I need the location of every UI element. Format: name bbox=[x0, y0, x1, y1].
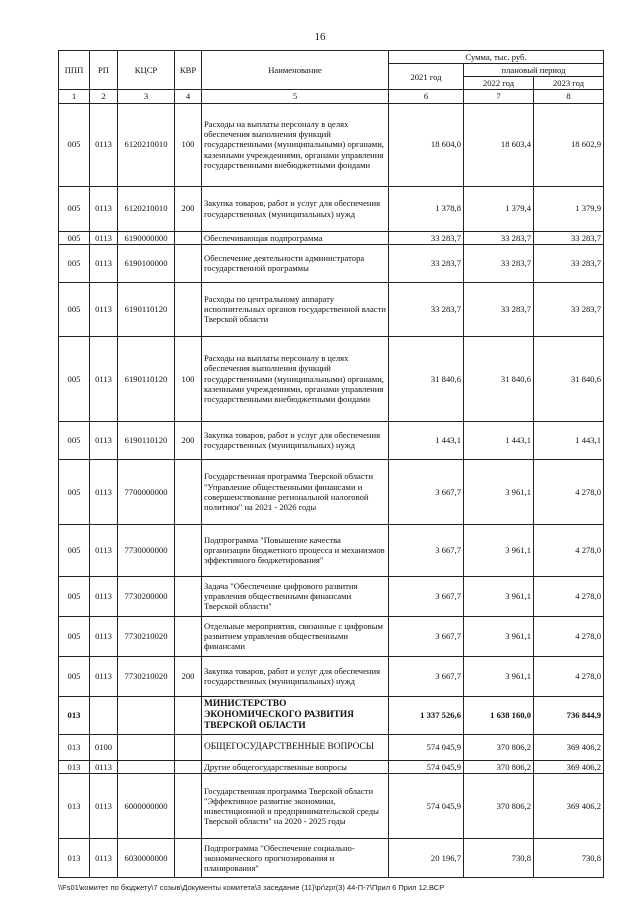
cell-kcsr: 7730210020 bbox=[118, 616, 175, 656]
cell-2022: 33 283,7 bbox=[464, 231, 534, 244]
cell-kvr bbox=[175, 760, 202, 773]
table-row bbox=[59, 656, 604, 696]
cell-rp: 0113 bbox=[90, 773, 118, 838]
cell-kcsr: 6120210010 bbox=[118, 103, 175, 186]
table-row bbox=[59, 838, 604, 877]
cell-rp: 0113 bbox=[90, 459, 118, 524]
header-year-2022: 2022 год bbox=[464, 77, 534, 90]
cell-2022: 370 806,2 bbox=[464, 773, 534, 838]
header-index-row bbox=[59, 90, 604, 103]
cell-kvr bbox=[175, 696, 202, 734]
cell-2023: 730,8 bbox=[534, 838, 604, 877]
cell-ppp: 013 bbox=[59, 734, 90, 760]
cell-ppp: 013 bbox=[59, 773, 90, 838]
cell-2021: 574 045,9 bbox=[389, 773, 464, 838]
table-row bbox=[59, 696, 604, 734]
table-row bbox=[59, 244, 604, 282]
cell-2023: 736 844,9 bbox=[534, 696, 604, 734]
cell-2021: 3 667,7 bbox=[389, 576, 464, 616]
cell-ppp: 005 bbox=[59, 244, 90, 282]
cell-name: Расходы на выплаты персоналу в целях обеспечения выполнения функций государственными (муниципальными) органами, казенными учреждениями, органами управления государственными внебюджетными фондами bbox=[202, 336, 389, 421]
cell-name: МИНИСТЕРСТВО ЭКОНОМИЧЕСКОГО РАЗВИТИЯ ТВЕРСКОЙ ОБЛАСТИ bbox=[202, 696, 389, 734]
table-row bbox=[59, 734, 604, 760]
cell-kcsr: 6190000000 bbox=[118, 231, 175, 244]
table-row bbox=[59, 186, 604, 231]
cell-2021: 3 667,7 bbox=[389, 616, 464, 656]
cell-kcsr: 6120210010 bbox=[118, 186, 175, 231]
cell-rp: 0113 bbox=[90, 656, 118, 696]
table-row bbox=[59, 459, 604, 524]
cell-2022: 33 283,7 bbox=[464, 244, 534, 282]
cell-2023: 1 443,1 bbox=[534, 421, 604, 459]
cell-2021: 20 196,7 bbox=[389, 838, 464, 877]
cell-kvr: 200 bbox=[175, 656, 202, 696]
cell-2022: 1 638 160,0 bbox=[464, 696, 534, 734]
cell-2022: 3 961,1 bbox=[464, 616, 534, 656]
cell-2022: 370 806,2 bbox=[464, 760, 534, 773]
header-index: 8 bbox=[534, 90, 604, 103]
header-sum: Сумма, тыс. руб. bbox=[389, 51, 604, 64]
cell-ppp: 005 bbox=[59, 524, 90, 576]
table-row bbox=[59, 616, 604, 656]
cell-2023: 369 406,2 bbox=[534, 760, 604, 773]
cell-ppp: 005 bbox=[59, 656, 90, 696]
cell-name: Государственная программа Тверской области "Управление общественными финансами и совершенствование региональной налоговой политики" на 2021 - 2026 годы bbox=[202, 459, 389, 524]
cell-ppp: 013 bbox=[59, 696, 90, 734]
header-index: 6 bbox=[389, 90, 464, 103]
header-year-2023: 2023 год bbox=[534, 77, 604, 90]
cell-name: Государственная программа Тверской области "Эффективное развитие экономики, инвестиционной и предпринимательской среды Тверской области" на 2020 - 2025 годы bbox=[202, 773, 389, 838]
cell-name: Задача "Обеспечение цифрового развития управления общественными финансами Тверской области" bbox=[202, 576, 389, 616]
cell-rp: 0113 bbox=[90, 421, 118, 459]
cell-kvr: 100 bbox=[175, 103, 202, 186]
cell-rp: 0113 bbox=[90, 576, 118, 616]
cell-2021: 18 604,0 bbox=[389, 103, 464, 186]
cell-name: Подпрограмма "Повышение качества организации бюджетного процесса и механизмов эффективного бюджетирования" bbox=[202, 524, 389, 576]
cell-rp: 0113 bbox=[90, 186, 118, 231]
cell-2021: 33 283,7 bbox=[389, 282, 464, 336]
cell-kcsr: 6030000000 bbox=[118, 838, 175, 877]
cell-rp bbox=[90, 696, 118, 734]
table-row bbox=[59, 524, 604, 576]
header-year-2021: 2021 год bbox=[389, 64, 464, 90]
cell-kcsr bbox=[118, 760, 175, 773]
table-header bbox=[59, 51, 604, 104]
cell-rp: 0113 bbox=[90, 760, 118, 773]
cell-rp: 0113 bbox=[90, 231, 118, 244]
budget-table bbox=[58, 50, 604, 878]
cell-name: Расходы на выплаты персоналу в целях обеспечения выполнения функций государственными (муниципальными) органами, казенными учреждениями, органами управления государственными внебюджетными фондами bbox=[202, 103, 389, 186]
cell-rp: 0113 bbox=[90, 838, 118, 877]
cell-rp: 0113 bbox=[90, 336, 118, 421]
cell-2023: 18 602,9 bbox=[534, 103, 604, 186]
cell-2023: 369 406,2 bbox=[534, 734, 604, 760]
table-row bbox=[59, 773, 604, 838]
cell-2021: 3 667,7 bbox=[389, 524, 464, 576]
cell-kcsr: 7730200000 bbox=[118, 576, 175, 616]
cell-kvr bbox=[175, 524, 202, 576]
cell-name: Закупка товаров, работ и услуг для обеспечения государственных (муниципальных) нужд bbox=[202, 656, 389, 696]
cell-ppp: 005 bbox=[59, 616, 90, 656]
cell-2021: 31 840,6 bbox=[389, 336, 464, 421]
header-index: 2 bbox=[90, 90, 118, 103]
cell-rp: 0113 bbox=[90, 524, 118, 576]
cell-2023: 33 283,7 bbox=[534, 282, 604, 336]
cell-2023: 33 283,7 bbox=[534, 244, 604, 282]
cell-ppp: 005 bbox=[59, 103, 90, 186]
cell-kvr bbox=[175, 734, 202, 760]
header-index: 7 bbox=[464, 90, 534, 103]
cell-ppp: 005 bbox=[59, 576, 90, 616]
table-row bbox=[59, 576, 604, 616]
header-name: Наименование bbox=[202, 51, 389, 90]
table-row bbox=[59, 336, 604, 421]
cell-ppp: 013 bbox=[59, 760, 90, 773]
cell-2022: 33 283,7 bbox=[464, 282, 534, 336]
table-row bbox=[59, 103, 604, 186]
page-number: 16 bbox=[314, 31, 326, 43]
table-row bbox=[59, 760, 604, 773]
header-kvr: КВР bbox=[175, 51, 202, 90]
cell-kcsr: 6190110120 bbox=[118, 421, 175, 459]
cell-name: Закупка товаров, работ и услуг для обеспечения государственных (муниципальных) нужд bbox=[202, 421, 389, 459]
cell-name: Обеспечение деятельности администратора государственной программы bbox=[202, 244, 389, 282]
cell-kcsr: 6190110120 bbox=[118, 282, 175, 336]
table-row bbox=[59, 421, 604, 459]
cell-kcsr: 7700000000 bbox=[118, 459, 175, 524]
cell-name: Подпрограмма "Обеспечение социально-экономического прогнозирования и планирования" bbox=[202, 838, 389, 877]
header-index: 3 bbox=[118, 90, 175, 103]
cell-2022: 3 961,1 bbox=[464, 576, 534, 616]
header-index: 5 bbox=[202, 90, 389, 103]
cell-rp: 0113 bbox=[90, 244, 118, 282]
cell-kcsr: 7730210020 bbox=[118, 656, 175, 696]
cell-name: Отдельные мероприятия, связанные с цифровым развитием управления общественными финансами bbox=[202, 616, 389, 656]
cell-kvr bbox=[175, 231, 202, 244]
cell-ppp: 005 bbox=[59, 459, 90, 524]
cell-rp: 0113 bbox=[90, 616, 118, 656]
cell-ppp: 005 bbox=[59, 421, 90, 459]
cell-name: Другие общегосударственные вопросы bbox=[202, 760, 389, 773]
cell-ppp: 005 bbox=[59, 186, 90, 231]
cell-2021: 1 337 526,6 bbox=[389, 696, 464, 734]
cell-2023: 4 278,0 bbox=[534, 524, 604, 576]
cell-name: Обеспечивающая подпрограмма bbox=[202, 231, 389, 244]
cell-2023: 4 278,0 bbox=[534, 616, 604, 656]
cell-2022: 18 603,4 bbox=[464, 103, 534, 186]
header-index: 4 bbox=[175, 90, 202, 103]
cell-kvr bbox=[175, 616, 202, 656]
cell-kvr: 200 bbox=[175, 421, 202, 459]
cell-kvr: 100 bbox=[175, 336, 202, 421]
cell-ppp: 005 bbox=[59, 231, 90, 244]
cell-rp: 0113 bbox=[90, 282, 118, 336]
cell-name: Закупка товаров, работ и услуг для обеспечения государственных (муниципальных) нужд bbox=[202, 186, 389, 231]
cell-2023: 31 840,6 bbox=[534, 336, 604, 421]
cell-rp: 0113 bbox=[90, 103, 118, 186]
cell-kcsr: 6190110120 bbox=[118, 336, 175, 421]
cell-ppp: 013 bbox=[59, 838, 90, 877]
cell-2022: 3 961,1 bbox=[464, 656, 534, 696]
cell-name: ОБЩЕГОСУДАРСТВЕННЫЕ ВОПРОСЫ bbox=[202, 734, 389, 760]
cell-kvr bbox=[175, 244, 202, 282]
cell-2021: 574 045,9 bbox=[389, 734, 464, 760]
cell-2022: 31 840,6 bbox=[464, 336, 534, 421]
cell-kcsr: 6000000000 bbox=[118, 773, 175, 838]
cell-kcsr bbox=[118, 696, 175, 734]
cell-kvr bbox=[175, 838, 202, 877]
header-ppp: ППП bbox=[59, 51, 90, 90]
cell-2021: 33 283,7 bbox=[389, 231, 464, 244]
cell-kvr bbox=[175, 459, 202, 524]
cell-2022: 730,8 bbox=[464, 838, 534, 877]
cell-2022: 3 961,1 bbox=[464, 459, 534, 524]
cell-ppp: 005 bbox=[59, 336, 90, 421]
cell-2023: 33 283,7 bbox=[534, 231, 604, 244]
cell-kcsr: 6190100000 bbox=[118, 244, 175, 282]
cell-2022: 3 961,1 bbox=[464, 524, 534, 576]
cell-kvr bbox=[175, 773, 202, 838]
cell-kvr bbox=[175, 576, 202, 616]
table-row bbox=[59, 282, 604, 336]
cell-kvr bbox=[175, 282, 202, 336]
header-index: 1 bbox=[59, 90, 90, 103]
cell-2021: 1 443,1 bbox=[389, 421, 464, 459]
file-path-footer: \\Fs01\комитет по бюджету\7 созыв\Документы комитета\3 заседание (11)\pr\zpr(3) 44-П-7\Прил 6 Прил 12.ВСР bbox=[58, 883, 445, 892]
cell-2023: 1 379,9 bbox=[534, 186, 604, 231]
cell-2022: 1 379,4 bbox=[464, 186, 534, 231]
cell-2021: 574 045,9 bbox=[389, 760, 464, 773]
cell-kvr: 200 bbox=[175, 186, 202, 231]
header-rp: РП bbox=[90, 51, 118, 90]
header-planned-period: плановый период bbox=[464, 64, 604, 77]
cell-2023: 4 278,0 bbox=[534, 459, 604, 524]
cell-2023: 369 406,2 bbox=[534, 773, 604, 838]
cell-2021: 3 667,7 bbox=[389, 459, 464, 524]
cell-kcsr bbox=[118, 734, 175, 760]
cell-2022: 1 443,1 bbox=[464, 421, 534, 459]
cell-2021: 1 378,8 bbox=[389, 186, 464, 231]
table-row bbox=[59, 231, 604, 244]
cell-2021: 33 283,7 bbox=[389, 244, 464, 282]
cell-ppp: 005 bbox=[59, 282, 90, 336]
table-body bbox=[59, 103, 604, 877]
cell-rp: 0100 bbox=[90, 734, 118, 760]
cell-2021: 3 667,7 bbox=[389, 656, 464, 696]
cell-name: Расходы по центральному аппарату исполнительных органов государственной власти Тверской области bbox=[202, 282, 389, 336]
cell-kcsr: 7730000000 bbox=[118, 524, 175, 576]
header-kcsr: КЦСР bbox=[118, 51, 175, 90]
cell-2023: 4 278,0 bbox=[534, 656, 604, 696]
cell-2022: 370 806,2 bbox=[464, 734, 534, 760]
cell-2023: 4 278,0 bbox=[534, 576, 604, 616]
